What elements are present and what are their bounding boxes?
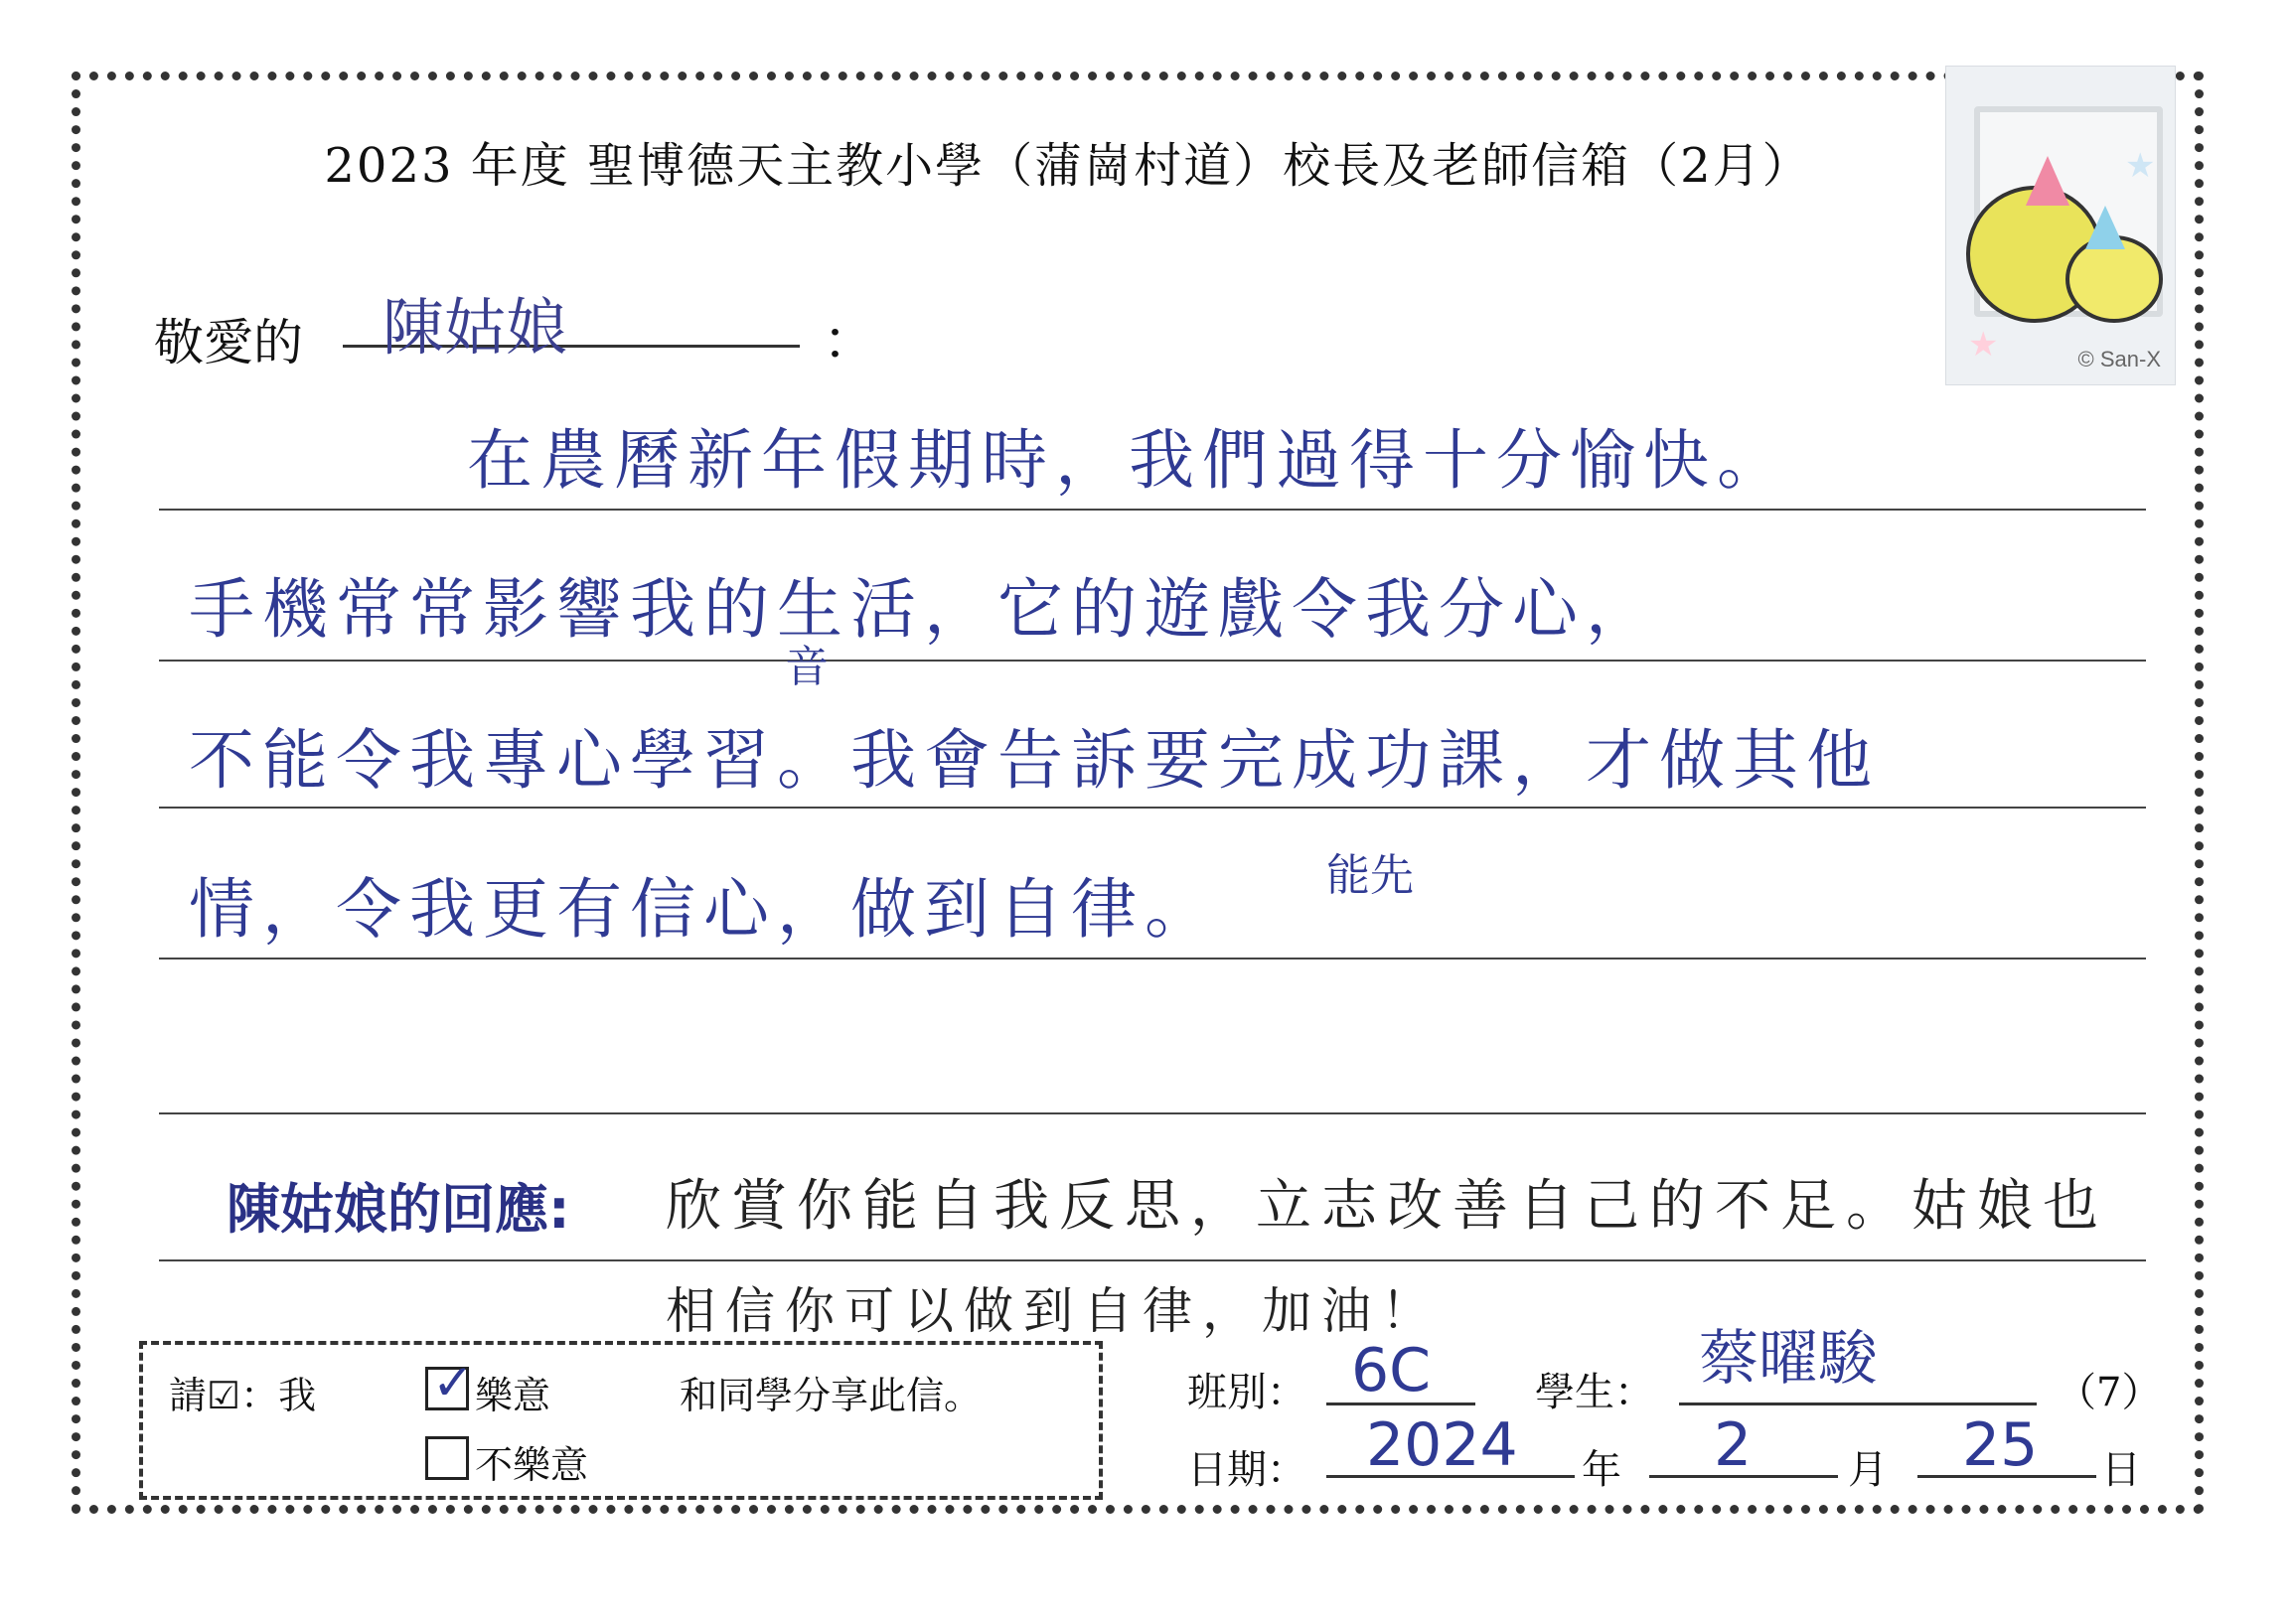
consent-no-checkbox[interactable] bbox=[425, 1436, 469, 1480]
letter-line-3: 不能令我專心學習。我會告訴要完成功課，才做其他 bbox=[189, 722, 1880, 799]
student-label: 學生： bbox=[1535, 1370, 1654, 1415]
sticker-image bbox=[1945, 66, 2176, 385]
correction-note: 音 bbox=[785, 642, 829, 692]
response-label: 陳姑娘的回應: bbox=[227, 1178, 570, 1241]
consent-yes-checkbox[interactable] bbox=[425, 1354, 474, 1411]
recipient-name: 陳姑娘 bbox=[343, 278, 800, 348]
ruled-line bbox=[159, 807, 2146, 809]
star-icon: ★ bbox=[1968, 325, 1999, 365]
date-label: 日期： bbox=[1187, 1447, 1306, 1493]
response-line-1: 欣賞你能自我反思，立志改善自己的不足。姑娘也 bbox=[666, 1174, 2108, 1239]
checkmark-icon: ✓ bbox=[432, 1354, 474, 1411]
ruled-line bbox=[159, 509, 2146, 511]
date-month: 2 bbox=[1714, 1410, 1753, 1480]
share-consent-box bbox=[139, 1341, 1103, 1500]
student-underline bbox=[1679, 1403, 2037, 1405]
class-label: 班別： bbox=[1187, 1370, 1306, 1415]
month-unit: 月 bbox=[1848, 1447, 1888, 1493]
student-number: （7） bbox=[2057, 1370, 2162, 1415]
year-unit: 年 bbox=[1582, 1447, 1621, 1493]
student-name: 蔡曜駿 bbox=[1699, 1324, 1878, 1394]
date-day: 25 bbox=[1962, 1410, 2039, 1480]
letter-line-4: 情，令我更有信心，做到自律。 bbox=[189, 871, 1218, 948]
party-hat-icon bbox=[2026, 156, 2069, 206]
party-hat-icon bbox=[2085, 206, 2125, 249]
letter-title: 2023 年度 聖博德天主教小學（蒲崗村道）校長及老師信箱（2月） bbox=[324, 138, 1812, 194]
salutation: 敬愛的 bbox=[154, 314, 303, 371]
letter-line-2: 手機常常影響我的生活，它的遊戲令我分心， bbox=[189, 571, 1659, 648]
sticker-copyright: © San-X bbox=[2077, 347, 2161, 371]
consent-no-label: 不樂意 bbox=[475, 1443, 589, 1487]
salutation-colon: ： bbox=[823, 309, 876, 371]
star-icon: ★ bbox=[2125, 146, 2156, 186]
correction-note: 能先 bbox=[1326, 850, 1414, 901]
day-unit: 日 bbox=[2101, 1447, 2141, 1493]
date-year: 2024 bbox=[1366, 1410, 1518, 1480]
letter-line-1: 在農曆新年假期時，我們過得十分愉快。 bbox=[467, 422, 1790, 499]
ruled-line bbox=[159, 1259, 2146, 1261]
share-suffix: 和同學分享此信。 bbox=[680, 1374, 983, 1417]
class-value: 6C bbox=[1351, 1336, 1432, 1405]
ruled-line bbox=[159, 958, 2146, 960]
consent-yes-label: 樂意 bbox=[475, 1374, 551, 1417]
ruled-line bbox=[159, 660, 2146, 662]
response-line-2: 相信你可以做到自律，加油！ bbox=[666, 1282, 1441, 1340]
ruled-line bbox=[159, 1112, 2146, 1114]
share-prompt: 請☑：我 bbox=[169, 1374, 317, 1417]
